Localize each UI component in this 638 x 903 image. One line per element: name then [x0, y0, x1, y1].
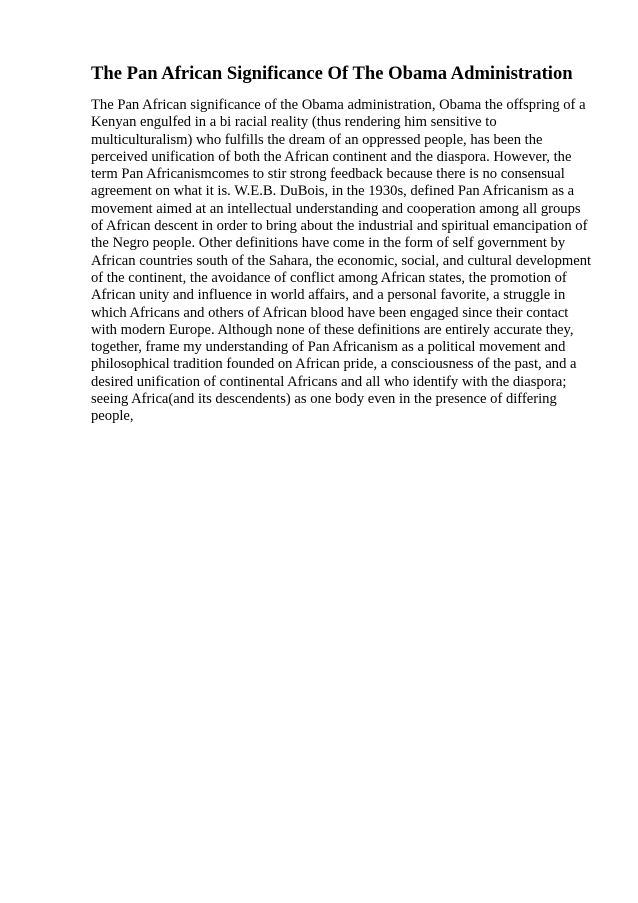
paragraph-line: of the continent, the avoidance of conflict among African states, the promotion of — [91, 269, 567, 286]
paragraph-line: term Pan Africanismcomes to stir strong feedback because there is no consensual — [91, 166, 565, 183]
paragraph-line: African unity and influence in world affairs, and a personal favorite, a struggle in — [91, 287, 566, 304]
paragraph-line: movement aimed at an intellectual understanding and cooperation among all groups — [91, 200, 581, 217]
paragraph-line: African countries south of the Sahara, the economic, social, and cultural development — [91, 252, 592, 269]
paragraph-line: multiculturalism) who fulfills the dream of an oppressed people, has been the — [91, 131, 543, 148]
paragraph-line: agreement on what it is. W.E.B. DuBois, in the 1930s, defined Pan Africanism as a — [91, 183, 575, 200]
document-title: The Pan African Significance Of The Obama Administration — [91, 63, 573, 84]
paragraph-line: which Africans and others of African blood have been engaged since their contact — [91, 304, 569, 321]
paragraph-line: with modern Europe. Although none of these definitions are entirely accurate they, — [91, 321, 574, 338]
paragraph-line: The Pan African significance of the Obama administration, Obama the offspring of a — [91, 97, 586, 113]
paragraph-line: perceived unification of both the African continent and the diaspora. However, the — [91, 148, 572, 165]
paragraph-line: together, frame my understanding of Pan Africanism as a political movement and — [91, 339, 566, 356]
body-paragraph — [91, 97, 591, 426]
paragraph-line: desired unification of continental Africans and all who identify with the diaspora; — [91, 373, 567, 390]
paragraph-line: the Negro people. Other definitions have come in the form of self government by — [91, 235, 566, 252]
paragraph-line: philosophical tradition founded on African pride, a consciousness of the past, and a — [91, 356, 577, 373]
paragraph-line: seeing Africa(and its descendents) as one body even in the presence of differing — [91, 391, 557, 408]
paragraph-line: people, — [91, 408, 134, 425]
paragraph-line: Kenyan engulfed in a bi racial reality (thus rendering him sensitive to — [91, 114, 497, 131]
paragraph-line: of African descent in order to bring about the industrial and spiritual emancipation of — [91, 218, 588, 235]
